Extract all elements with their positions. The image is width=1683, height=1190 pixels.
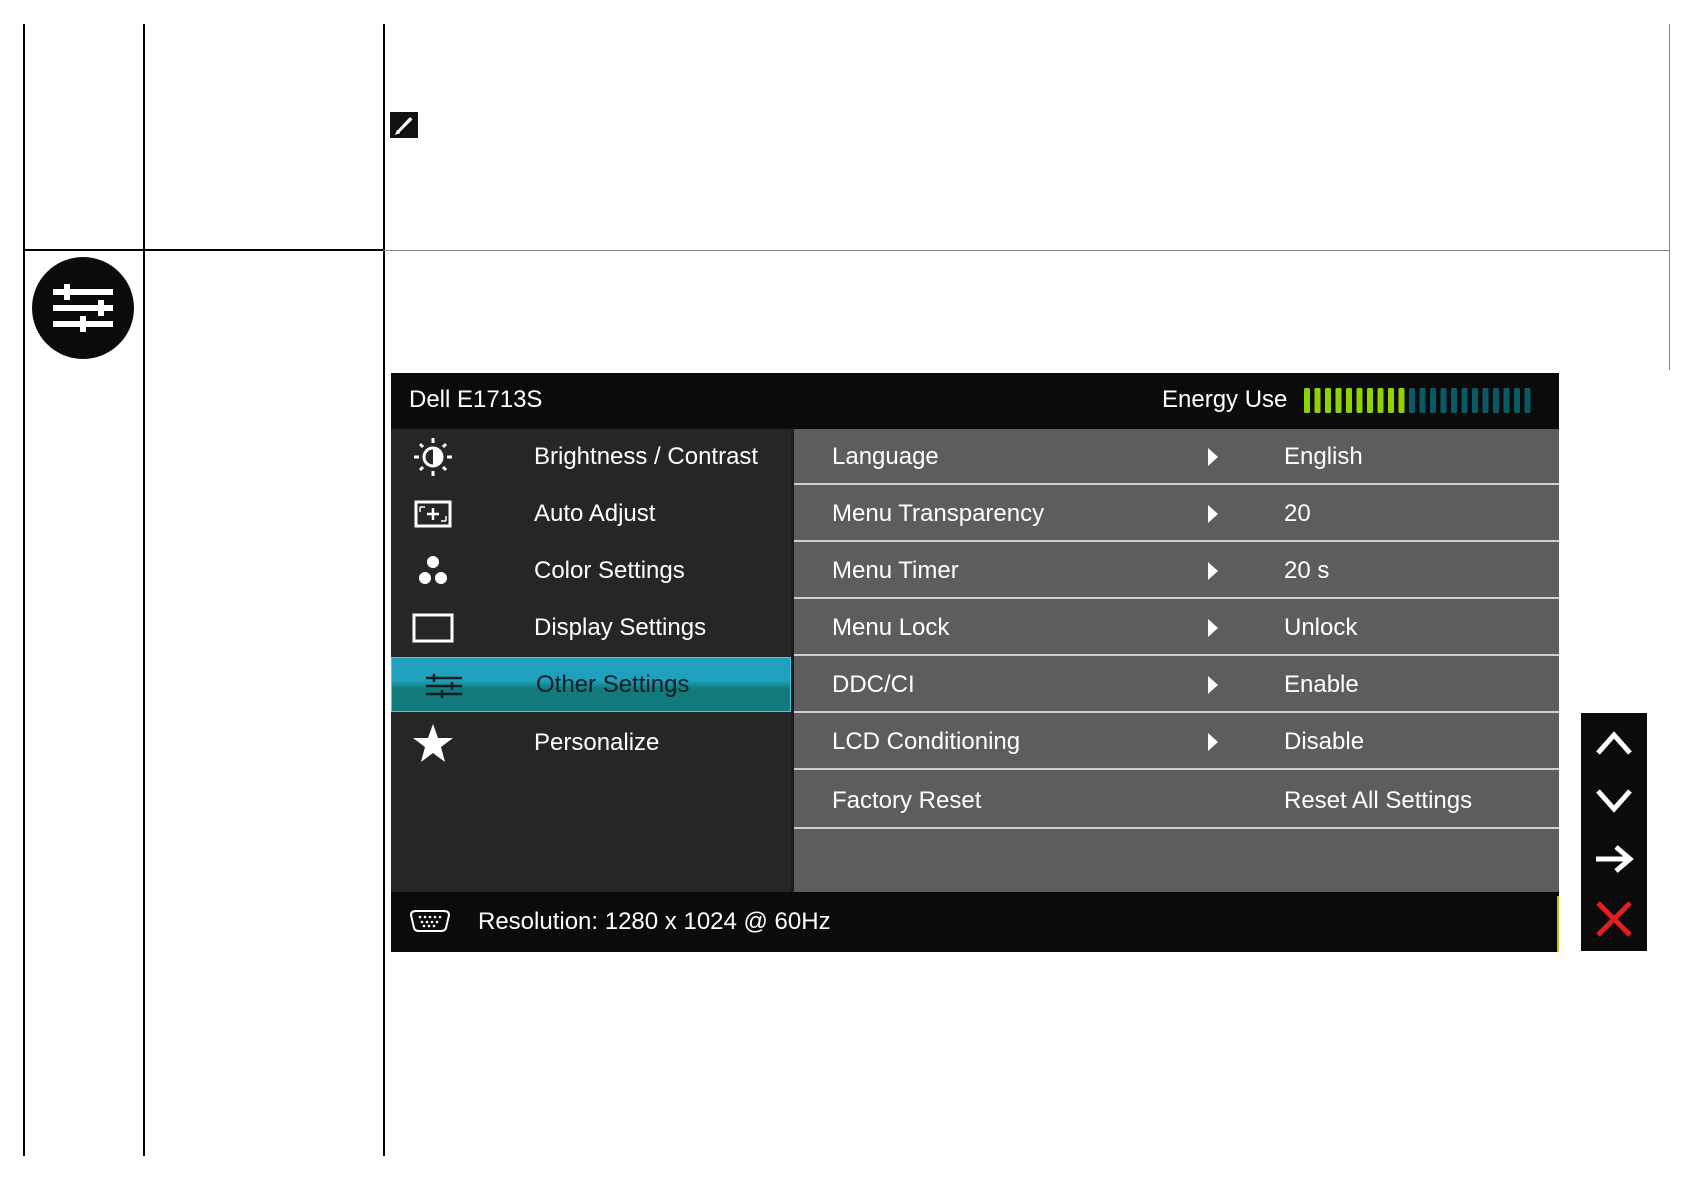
osd-menu <box>391 373 1559 952</box>
other-settings-circle-icon <box>31 256 135 360</box>
setting-value: 20 <box>1284 500 1311 527</box>
setting-row-factory-reset[interactable] <box>794 773 1559 829</box>
setting-name: Menu Timer <box>832 557 959 584</box>
resolution-status: Resolution: 1280 x 1024 @ 60Hz <box>478 908 831 935</box>
table-row-divider <box>23 249 383 251</box>
setting-value: Enable <box>1284 671 1359 698</box>
menu-item-label: Auto Adjust <box>534 500 656 527</box>
color-settings-icon <box>411 551 455 591</box>
setting-value: English <box>1284 443 1363 470</box>
close-icon <box>1594 901 1634 937</box>
energy-segment-off <box>1409 388 1415 413</box>
energy-segment-off <box>1514 388 1520 413</box>
auto-adjust-icon <box>411 494 455 534</box>
submenu-arrow-icon <box>1208 733 1218 751</box>
enter-button[interactable] <box>1581 829 1647 887</box>
energy-use-label: Energy Use <box>1162 386 1288 413</box>
table-column-divider-1 <box>143 24 145 1156</box>
setting-row-menu-lock[interactable] <box>794 600 1559 656</box>
menu-item-personalize[interactable] <box>391 715 791 771</box>
energy-segment-on <box>1325 388 1331 413</box>
energy-segment-off <box>1462 388 1468 413</box>
menu-item-color-settings[interactable] <box>391 543 791 599</box>
setting-value: Reset All Settings <box>1284 787 1473 814</box>
submenu-arrow-icon <box>1208 505 1218 523</box>
up-arrow-icon <box>1594 725 1634 761</box>
table-column-divider-2 <box>383 24 385 1156</box>
energy-segment-off <box>1472 388 1478 413</box>
down-arrow-icon <box>1594 783 1634 819</box>
menu-item-label: Other Settings <box>536 671 690 698</box>
model-name: Dell E1713S <box>409 386 543 413</box>
menu-item-label: Personalize <box>534 729 660 756</box>
setting-row-lcd-conditioning[interactable] <box>794 714 1559 770</box>
menu-item-display-settings[interactable] <box>391 600 791 656</box>
down-button[interactable] <box>1581 771 1647 829</box>
menu-item-label: Color Settings <box>534 557 685 584</box>
energy-segment-on <box>1399 388 1405 413</box>
energy-segment-off <box>1441 388 1447 413</box>
star-icon <box>411 723 455 763</box>
energy-segment-off <box>1525 388 1531 413</box>
setting-row-menu-transparency[interactable] <box>794 486 1559 542</box>
menu-item-auto-adjust[interactable] <box>391 486 791 542</box>
vga-input-icon <box>407 909 453 933</box>
energy-segment-off <box>1420 388 1426 413</box>
setting-name: Menu Lock <box>832 614 950 641</box>
setting-row-menu-timer[interactable] <box>794 543 1559 599</box>
energy-segment-off <box>1483 388 1489 413</box>
energy-segment-on <box>1357 388 1363 413</box>
submenu-arrow-icon <box>1208 619 1218 637</box>
exit-button[interactable] <box>1581 889 1647 947</box>
main-menu <box>391 429 791 892</box>
menu-item-other-settings[interactable] <box>391 657 791 712</box>
energy-segment-on <box>1367 388 1373 413</box>
table-border-right <box>1669 24 1670 370</box>
energy-segment-off <box>1504 388 1510 413</box>
brightness-icon <box>411 437 455 477</box>
setting-name: Factory Reset <box>832 787 982 814</box>
energy-segment-on <box>1378 388 1384 413</box>
energy-segment-on <box>1304 388 1310 413</box>
menu-item-label: Display Settings <box>534 614 707 641</box>
setting-row-ddc-ci[interactable] <box>794 657 1559 713</box>
energy-segment-off <box>1493 388 1499 413</box>
submenu-arrow-icon <box>1208 676 1218 694</box>
setting-name: LCD Conditioning <box>832 728 1021 755</box>
table-row-divider-right <box>383 250 1670 251</box>
energy-segment-on <box>1346 388 1352 413</box>
setting-name: Menu Transparency <box>832 500 1045 527</box>
setting-name: Language <box>832 443 939 470</box>
settings-panel <box>794 429 1559 892</box>
submenu-arrow-icon <box>1208 448 1218 466</box>
footer-edge <box>1557 896 1559 952</box>
up-button[interactable] <box>1581 713 1647 771</box>
energy-use-meter <box>1304 388 1534 413</box>
energy-segment-on <box>1388 388 1394 413</box>
right-arrow-icon <box>1594 841 1634 877</box>
osd-navigation-buttons <box>1581 713 1647 951</box>
setting-name: DDC/CI <box>832 671 915 698</box>
energy-segment-on <box>1336 388 1342 413</box>
energy-segment-off <box>1430 388 1436 413</box>
setting-value: Unlock <box>1284 614 1358 641</box>
menu-item-brightness-contrast[interactable] <box>391 429 791 485</box>
setting-value: Disable <box>1284 728 1365 755</box>
display-settings-icon <box>411 608 455 648</box>
table-border-left <box>23 24 25 1156</box>
osd-header <box>391 373 1559 429</box>
setting-row-language[interactable] <box>794 429 1559 485</box>
setting-value: 20 s <box>1284 557 1330 584</box>
energy-segment-on <box>1315 388 1321 413</box>
osd-footer <box>391 892 1559 952</box>
submenu-arrow-icon <box>1208 562 1218 580</box>
other-settings-icon <box>422 666 466 706</box>
note-icon <box>390 112 418 138</box>
menu-item-label: Brightness / Contrast <box>534 443 759 470</box>
energy-segment-off <box>1451 388 1457 413</box>
